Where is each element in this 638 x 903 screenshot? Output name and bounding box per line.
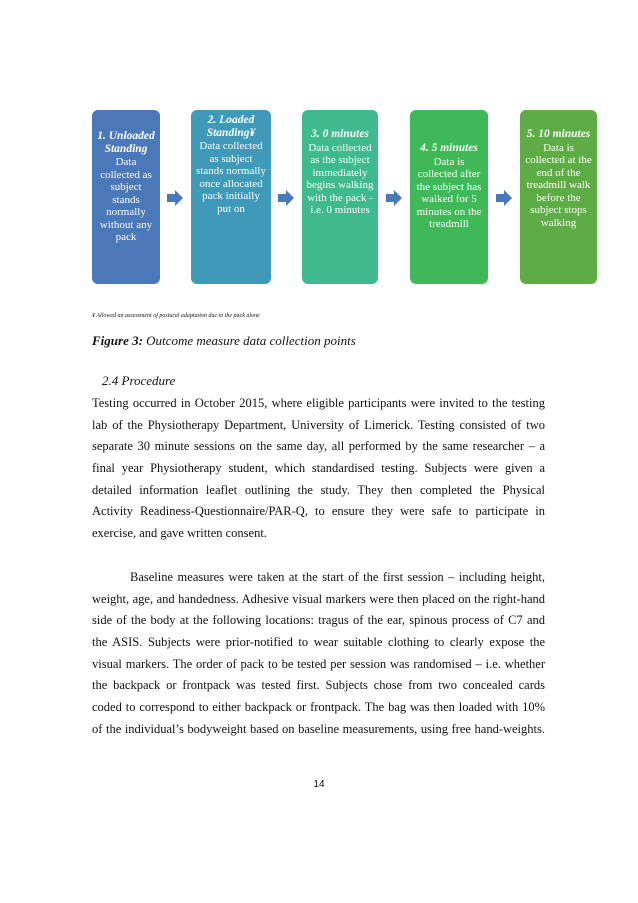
step-2-heading: 2. Loaded Standing¥ (206, 114, 256, 139)
paragraph-line: Testing occurred in October 2015, where eligible participants were invited to the testing (92, 396, 545, 410)
paragraph-line: separate 30 minute sessions on the same day, all performed by the same researcher – a (92, 439, 545, 454)
step-3-text: Data collected as the subject immediately begins walking with the pack - i.e. 0 minutes (306, 141, 374, 216)
arrow-right-icon (386, 190, 402, 206)
section-heading: 2.4 Procedure (102, 373, 176, 388)
paragraph-line: of the individual’s bodyweight based on baseline measurements, using free hand-weights. (92, 721, 545, 736)
step-2-text: Data collected as subject stands normally once allocated pack initially put on (196, 140, 266, 215)
paragraph-line: weight, age, and handedness. Adhesive visual markers were then placed on the right-hand (92, 591, 545, 606)
paragraph-line: visual markers. The order of pack to be tested per session was randomised – i.e. whether (92, 656, 545, 671)
step-3-heading: 3. 0 minutes (311, 128, 369, 140)
step-4-text: Data is collected after the subject has walked for 5 minutes on the treadmill (416, 155, 482, 230)
step-1-text: Data collected as subject stands normally without any pack (99, 156, 153, 243)
paragraph-2 (92, 567, 545, 741)
paragraph-line: Activity Readiness-Questionnaire/PAR-Q, to ensure they were safe to participate in (92, 504, 545, 519)
paragraph-line: the backpack or frontpack was tested first. Subjects chose from two concealed cards (92, 678, 545, 693)
page-number: 14 (313, 779, 325, 790)
figure-label: Figure 3: (92, 333, 143, 348)
arrow-right-icon (167, 190, 183, 206)
step-box-2 (191, 110, 271, 284)
step-4-heading: 4. 5 minutes (420, 142, 478, 154)
step-5-heading: 5. 10 minutes (526, 128, 591, 140)
paragraph-line: Baseline measures were taken at the start of the first session – including height, (130, 570, 545, 584)
step-5-text: Data is collected at the end of the treadmill walk before the subject stops walking (525, 141, 592, 229)
figure-footnote: ¥ Allowed an assessment of postural adaptation due to the pack alone (92, 313, 260, 319)
paragraph-line: detailed information leaflet outlining the study. They then completed the Physical (92, 482, 545, 497)
step-box-4 (410, 110, 488, 284)
paragraph-line: final year Physiotherapy student, which standardised testing. Subjects were given a (92, 461, 545, 476)
figure-title: Outcome measure data collection points (142, 333, 356, 348)
arrow-right-icon (496, 190, 512, 206)
paragraph-line: the ASIS. Subjects were prior-notified to wear suitable clothing to clearly expose the (92, 635, 545, 650)
step-box-5 (520, 110, 597, 284)
step-box-1 (92, 110, 160, 284)
paragraph-line: lab of the Physiotherapy Department, University of Limerick. Testing consisted of two (92, 417, 545, 432)
arrow-right-icon (278, 190, 294, 206)
paragraph-1 (92, 393, 545, 545)
paragraph-line: coded to correspond to either backpack or frontpack. The bag was then loaded with 10% (92, 700, 545, 715)
figure-caption (92, 333, 356, 349)
paragraph-line: exercise, and gave written consent. (92, 526, 267, 541)
step-1-heading: 1. Unloaded Standing (97, 130, 155, 155)
step-box-3 (302, 110, 378, 284)
paragraph-line: side of the body at the following locations: tragus of the ear, spinous process of C7 and (92, 613, 545, 628)
